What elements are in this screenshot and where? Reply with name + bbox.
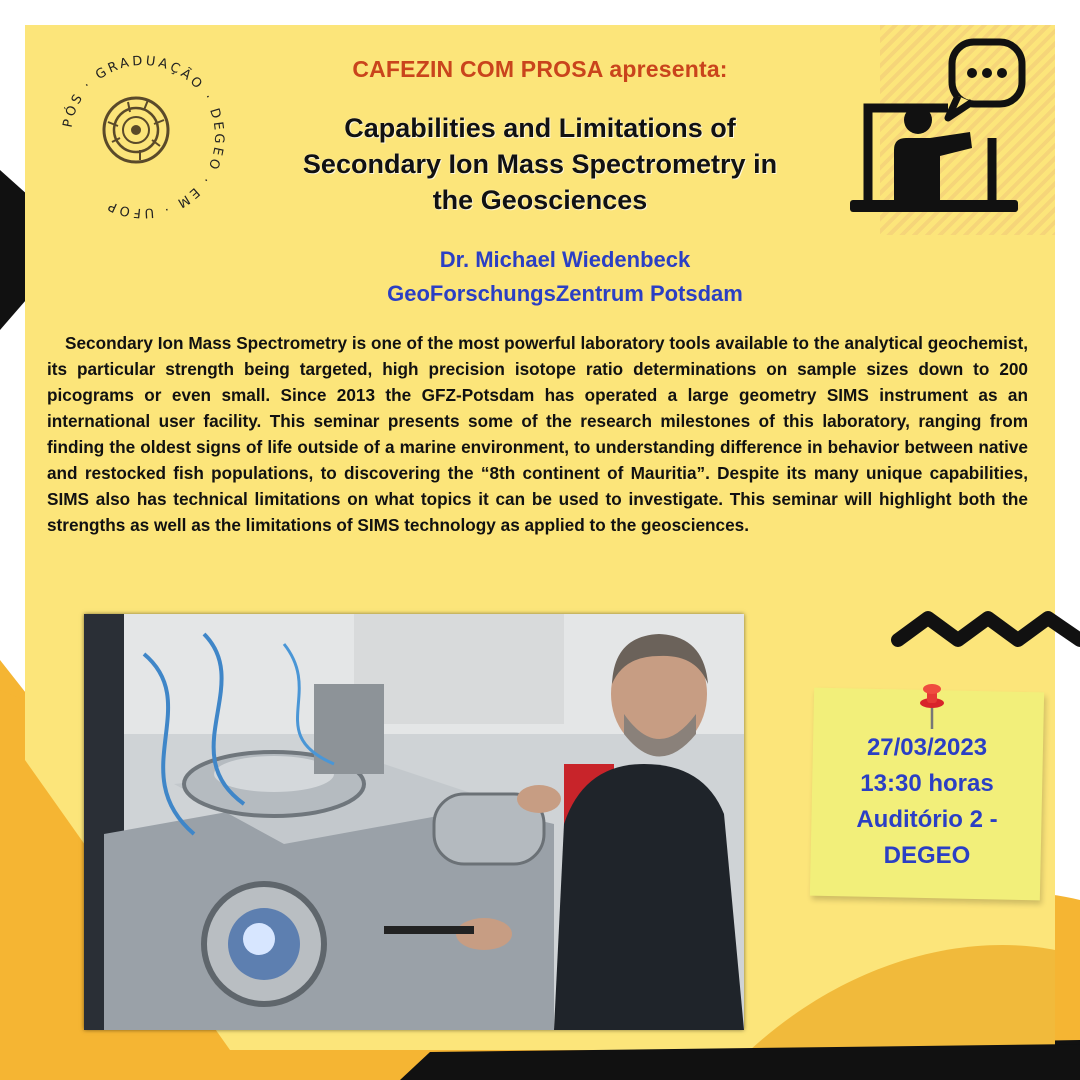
speaker-name: Dr. Michael Wiedenbeck	[439, 247, 691, 272]
event-venue-dept: DEGEO	[883, 842, 971, 869]
talk-title-line: the Geosciences	[432, 185, 648, 215]
lab-photo	[84, 614, 744, 1030]
event-time: 13:30 horas	[860, 770, 994, 797]
program-logo	[48, 42, 238, 232]
talk-title-line: Secondary Ion Mass Spectrometry in	[302, 149, 778, 179]
speaker-block	[300, 243, 830, 311]
speaker-affiliation: GeoForschungsZentrum Potsdam	[387, 281, 743, 306]
zigzag-decoration	[888, 604, 1080, 654]
push-pin-icon	[912, 683, 952, 733]
presenter-laptop-icon	[840, 38, 1030, 218]
speech-bubble-icon	[948, 42, 1022, 118]
event-date: 27/03/2023	[866, 734, 988, 761]
logo-ring-text: PÓS · GRADUAÇÃO · DEGEO · EM · UFOP	[60, 53, 227, 221]
ammonite-fossil-icon	[104, 98, 168, 162]
talk-title	[260, 110, 820, 218]
abstract-text: Secondary Ion Mass Spectrometry is one of the most powerful laboratory tools available to the analytical geochemist, its particular strength being targeted, high precision isotope ratio determinations on sample sizes down to 200 picograms or even small. Since 2013 the GFZ-Potsdam has operated a large geometry SIMS instrument as an international user facility. This seminar presents some of the research milestones of this laboratory, ranging from finding the oldest signs of life outside of a marine environment, to understanding difference in behavior between native and restocked fish populations, to discovering the “8th continent of Mauritia”. Despite its many unique capabilities, SIMS also has technical limitations on what topics it can be used to investigate. This seminar will highlight both the strengths as well as the limitations of SIMS technology as applied to the geosciences.	[47, 333, 1028, 535]
event-details	[812, 730, 1042, 874]
event-venue: Auditório 2 -	[856, 806, 998, 833]
talk-title-line: Capabilities and Limitations of	[344, 113, 736, 143]
series-label: CAFEZIN COM PROSA apresenta:	[352, 56, 728, 82]
